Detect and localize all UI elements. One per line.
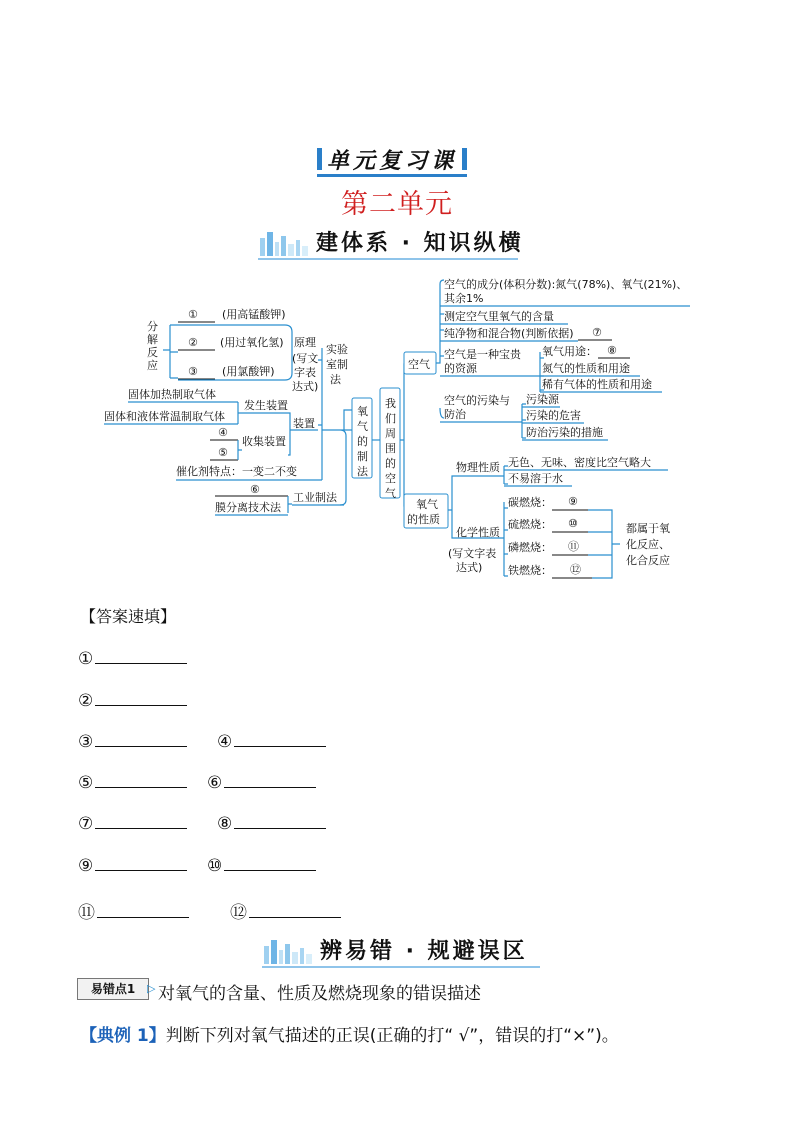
answer-num: ⑤	[78, 773, 94, 793]
svg-text:的: 的	[357, 435, 368, 448]
membrane-method: 膜分离技术法	[215, 501, 281, 514]
answer-num: ⑦	[78, 814, 94, 834]
chapter-title: 第二单元	[341, 189, 453, 220]
lab-method-label	[326, 342, 348, 386]
svg-text:硫燃烧：: 硫燃烧：	[508, 518, 552, 531]
answer-num: ⑧	[217, 814, 233, 834]
svg-text:③: ③	[188, 365, 198, 378]
burn-sulfur	[508, 517, 588, 532]
chem-note-2: 达式)	[456, 561, 483, 574]
svg-text:碳燃烧：: 碳燃烧：	[508, 496, 552, 509]
svg-text:⑪: ⑪	[568, 540, 579, 553]
physical-1: 无色、无味、密度比空气略大	[508, 456, 651, 469]
unit-review-badge	[317, 146, 467, 177]
collector-label: 收集装置	[242, 435, 286, 448]
svg-text:(写文: (写文	[292, 352, 319, 365]
svg-text:化反应、: 化反应、	[626, 538, 670, 551]
svg-text:们: 们	[385, 412, 396, 425]
answer-blank-12[interactable]	[230, 898, 341, 923]
svg-text:实验: 实验	[326, 343, 348, 356]
svg-text:制: 制	[357, 450, 368, 463]
answer-section-title: 【答案速填】	[80, 607, 177, 626]
pollution-2: 防治	[444, 408, 466, 421]
svg-text:⑫: ⑫	[570, 563, 581, 576]
burn-carbon	[508, 495, 588, 510]
error-point-description: 对氧气的含量、性质及燃烧现象的错误描述	[158, 984, 481, 1004]
pollution-measures: 防治污染的措施	[526, 426, 603, 439]
svg-text:气: 气	[385, 487, 396, 500]
decomposition-label	[147, 319, 158, 372]
answer-blank-9[interactable]	[78, 855, 187, 877]
svg-text:解: 解	[147, 333, 158, 346]
generator-label: 发生装置	[244, 399, 288, 412]
answer-num: ⑥	[207, 773, 223, 793]
answer-blank-2[interactable]	[78, 690, 187, 712]
svg-text:磷燃烧：: 磷燃烧：	[508, 541, 552, 554]
svg-text:字表: 字表	[294, 366, 316, 379]
section-title-errors: 辨易错 · 规避误区	[320, 939, 528, 964]
svg-text:①: ①	[188, 308, 198, 321]
answer-blank-11[interactable]	[78, 898, 189, 923]
blank-5: ⑤	[218, 446, 228, 459]
svg-text:铁燃烧：: 铁燃烧：	[508, 564, 552, 577]
section-title-system: 建体系 · 知识纵横	[316, 231, 524, 256]
physical-properties: 物理性质	[456, 461, 500, 474]
error-point-tag: 易错点1	[77, 978, 149, 1000]
svg-text:法: 法	[357, 465, 368, 478]
svg-text:气: 气	[357, 420, 368, 433]
svg-text:周: 周	[385, 427, 396, 440]
answer-blank-5[interactable]	[78, 772, 187, 794]
air-composition: 空气的成分(体积分数):氮气(78%)、氧气(21%)、	[444, 278, 688, 291]
badge-bar-right	[462, 148, 467, 170]
decomposition-item-2	[178, 335, 284, 350]
svg-text:⑨: ⑨	[568, 495, 578, 508]
answer-num: ①	[78, 649, 94, 669]
answer-blank-4[interactable]	[217, 731, 326, 753]
oxygen-properties-node-1: 氧气	[416, 498, 438, 511]
svg-text:氧: 氧	[357, 405, 368, 418]
svg-text:分: 分	[147, 320, 158, 333]
svg-text:室制: 室制	[326, 358, 348, 371]
svg-text:(用高锰酸钾): (用高锰酸钾)	[222, 308, 286, 321]
rare-gas-use: 稀有气体的性质和用途	[542, 378, 652, 391]
burn-phosphorus	[508, 540, 588, 555]
air-resource-2: 的资源	[444, 362, 477, 375]
oxygen-use: 氧气用途：	[542, 345, 597, 358]
oxygen-properties-node-2: 的性质	[407, 513, 440, 526]
pollution-harm: 污染的危害	[526, 409, 581, 422]
nitrogen-use: 氮气的性质和用途	[542, 362, 630, 375]
pollution-1: 空气的污染与	[444, 394, 510, 407]
answer-blank-1[interactable]	[78, 648, 187, 670]
physical-2: 不易溶于水	[508, 472, 563, 485]
chemical-properties: 化学性质	[456, 526, 500, 539]
catalyst-feature: 催化剂特点：一变二不变	[176, 465, 297, 478]
air-node: 空气	[408, 358, 430, 371]
oxygen-preparation-node	[357, 404, 369, 478]
device-label: 装置	[293, 417, 315, 430]
gen-solid-heat: 固体加热制取气体	[128, 388, 216, 401]
knowledge-mind-map	[0, 270, 794, 590]
svg-text:(用过氧化氢): (用过氧化氢)	[220, 336, 284, 349]
svg-text:的: 的	[385, 457, 396, 470]
section-heading-errors	[262, 934, 540, 968]
center-node-air-around-us	[385, 396, 396, 500]
arrow-right-icon: ▷	[147, 982, 156, 995]
answer-num: ⑫	[230, 903, 247, 923]
svg-text:都属于氧: 都属于氧	[626, 522, 670, 535]
answer-num: ④	[217, 732, 233, 752]
answer-num: ③	[78, 732, 94, 752]
measure-oxygen: 测定空气里氧气的含量	[444, 310, 554, 323]
blank-8: ⑧	[607, 344, 617, 357]
example-label: 【典例 1】	[80, 1026, 166, 1046]
air-resource-1: 空气是一种宝贵	[444, 348, 521, 361]
burn-iron	[508, 563, 592, 578]
answer-num: ⑩	[207, 856, 223, 876]
svg-text:法: 法	[330, 373, 341, 386]
blank-4: ④	[218, 426, 228, 439]
gen-solid-liquid: 固体和液体常温制取气体	[104, 410, 225, 423]
pollution-source: 污染源	[526, 393, 559, 406]
answer-num: ⑪	[78, 903, 95, 923]
svg-text:围: 围	[385, 442, 396, 455]
svg-text:原理: 原理	[294, 336, 316, 349]
answer-blank-10[interactable]	[207, 855, 316, 877]
city-skyline-icon	[258, 230, 312, 256]
svg-text:化合反应: 化合反应	[626, 554, 670, 567]
svg-text:⑩: ⑩	[568, 517, 578, 530]
answer-blank-7[interactable]	[78, 813, 187, 835]
principle-label	[292, 336, 318, 393]
svg-text:空: 空	[385, 472, 396, 485]
decomposition-item-1	[178, 307, 286, 322]
section-heading-system	[258, 226, 524, 260]
answer-num: ②	[78, 691, 94, 711]
answer-blank-6[interactable]	[207, 772, 316, 794]
city-skyline-icon	[262, 938, 316, 964]
answer-blank-3[interactable]	[78, 731, 187, 753]
svg-text:反: 反	[147, 346, 158, 359]
svg-text:应: 应	[147, 359, 158, 372]
svg-text:达式): 达式)	[292, 380, 319, 393]
air-composition-rest: 其余1%	[444, 292, 484, 305]
example-text: 判断下列对氧气描述的正误(正确的打“ √”，错误的打“×”)。	[165, 1026, 619, 1046]
oxidation-summary	[626, 521, 670, 567]
unit-badge-text: 单元复习课	[326, 149, 457, 174]
svg-text:②: ②	[188, 336, 198, 349]
example-1	[80, 1021, 619, 1046]
chem-note-1: (写文字表	[448, 547, 497, 560]
industrial-method-label: 工业制法	[293, 491, 337, 504]
blank-7: ⑦	[592, 326, 602, 339]
svg-text:(用氯酸钾): (用氯酸钾)	[222, 365, 275, 378]
decomposition-item-3	[178, 364, 275, 379]
pure-mixture: 纯净物和混合物(判断依据)	[444, 327, 574, 340]
blank-6: ⑥	[250, 483, 260, 496]
svg-text:我: 我	[385, 397, 396, 410]
answer-num: ⑨	[78, 856, 94, 876]
answer-blank-8[interactable]	[217, 813, 326, 835]
